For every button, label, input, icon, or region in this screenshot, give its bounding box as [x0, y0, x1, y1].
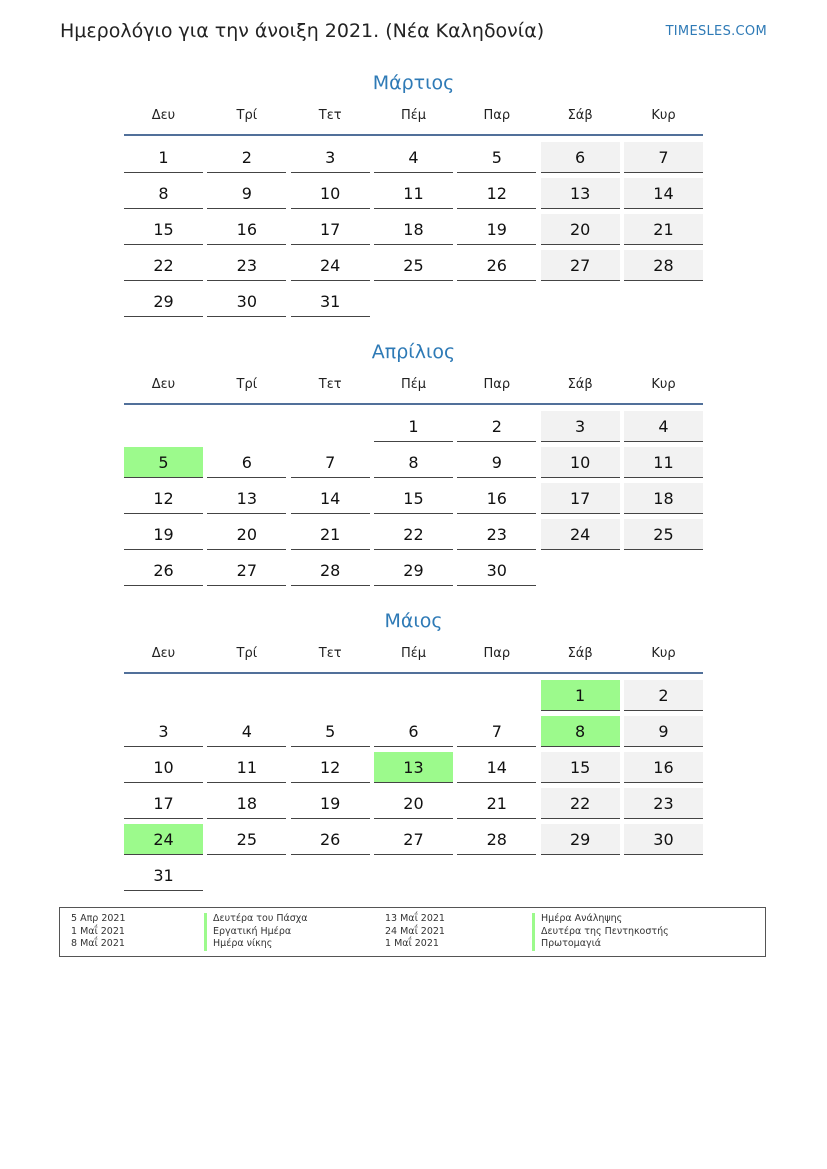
empty-day-cell	[541, 555, 620, 586]
day-cell: 3	[124, 716, 203, 747]
day-cell: 26	[124, 555, 203, 586]
holiday-day-cell: 5	[124, 447, 203, 478]
day-cell: 20	[207, 519, 286, 550]
weekend-day-cell: 17	[541, 483, 620, 514]
day-cell: 5	[291, 716, 370, 747]
legend-date: 1 Μαΐ 2021	[385, 938, 439, 949]
day-cell: 16	[457, 483, 536, 514]
empty-day-cell	[541, 860, 620, 891]
day-cell: 31	[291, 286, 370, 317]
day-cell: 26	[457, 250, 536, 281]
weekend-day-cell: 13	[541, 178, 620, 209]
weekend-day-cell: 23	[624, 788, 703, 819]
weekend-day-cell: 28	[624, 250, 703, 281]
month-calendar	[124, 339, 703, 586]
day-cell: 29	[124, 286, 203, 317]
day-cell: 2	[457, 411, 536, 442]
day-cell: 14	[457, 752, 536, 783]
empty-day-cell	[291, 411, 370, 442]
empty-day-cell	[207, 680, 286, 711]
day-grid	[124, 142, 703, 317]
day-cell: 22	[374, 519, 453, 550]
holiday-day-cell: 24	[124, 824, 203, 855]
day-cell: 15	[374, 483, 453, 514]
weekday-label: Τρί	[236, 108, 258, 123]
weekend-day-cell: 25	[624, 519, 703, 550]
day-cell: 12	[124, 483, 203, 514]
legend-holiday-name: Εργατική Ημέρα	[204, 926, 291, 939]
day-cell: 2	[207, 142, 286, 173]
empty-day-cell	[457, 860, 536, 891]
day-cell: 25	[374, 250, 453, 281]
empty-day-cell	[124, 680, 203, 711]
day-cell: 28	[457, 824, 536, 855]
day-cell: 21	[457, 788, 536, 819]
empty-day-cell	[374, 680, 453, 711]
day-cell: 7	[291, 447, 370, 478]
weekend-day-cell: 3	[541, 411, 620, 442]
day-cell: 19	[457, 214, 536, 245]
day-cell: 19	[124, 519, 203, 550]
day-cell: 27	[374, 824, 453, 855]
day-cell: 26	[291, 824, 370, 855]
day-grid	[124, 680, 703, 891]
day-cell: 30	[207, 286, 286, 317]
day-cell: 5	[457, 142, 536, 173]
header-divider	[124, 403, 703, 405]
weekday-label: Τετ	[318, 377, 342, 392]
day-cell: 23	[457, 519, 536, 550]
weekday-label: Παρ	[483, 108, 511, 123]
day-cell: 15	[124, 214, 203, 245]
empty-day-cell	[624, 555, 703, 586]
empty-day-cell	[207, 411, 286, 442]
weekday-label: Δευ	[151, 108, 176, 123]
weekday-label: Παρ	[483, 377, 511, 392]
weekday-label: Κυρ	[651, 108, 676, 123]
day-cell: 11	[374, 178, 453, 209]
weekday-label: Πέμ	[400, 108, 427, 123]
day-cell: 3	[291, 142, 370, 173]
weekday-label: Πέμ	[400, 646, 427, 661]
day-cell: 1	[124, 142, 203, 173]
weekday-header	[124, 104, 703, 128]
weekend-day-cell: 27	[541, 250, 620, 281]
weekday-label: Τετ	[318, 646, 342, 661]
empty-day-cell	[124, 411, 203, 442]
month-calendar	[124, 70, 703, 317]
day-cell: 18	[374, 214, 453, 245]
weekend-day-cell: 11	[624, 447, 703, 478]
day-cell: 11	[207, 752, 286, 783]
weekend-day-cell: 18	[624, 483, 703, 514]
weekday-label: Τρί	[236, 646, 258, 661]
weekday-label: Τρί	[236, 377, 258, 392]
weekday-label: Κυρ	[651, 646, 676, 661]
legend-entry	[60, 938, 765, 951]
day-cell: 7	[457, 716, 536, 747]
weekday-label: Σάβ	[567, 108, 593, 123]
weekend-day-cell: 30	[624, 824, 703, 855]
empty-day-cell	[291, 680, 370, 711]
page-title: Ημερολόγιο για την άνοιξη 2021. (Νέα Καληδονία)	[60, 20, 545, 42]
empty-day-cell	[457, 680, 536, 711]
day-cell: 31	[124, 860, 203, 891]
month-name: Μάιος	[384, 610, 443, 632]
weekday-label: Σάβ	[567, 377, 593, 392]
legend-date: 24 Μαΐ 2021	[385, 925, 445, 937]
day-cell: 24	[291, 250, 370, 281]
weekday-label: Δευ	[151, 377, 176, 392]
weekday-label: Δευ	[151, 646, 176, 661]
day-cell: 17	[291, 214, 370, 245]
day-cell: 12	[457, 178, 536, 209]
day-cell: 9	[457, 447, 536, 478]
header-divider	[124, 672, 703, 674]
weekend-day-cell: 29	[541, 824, 620, 855]
day-cell: 4	[374, 142, 453, 173]
day-cell: 30	[457, 555, 536, 586]
legend-holiday-name: Δευτέρα της Πεντηκοστής	[532, 926, 669, 939]
weekday-header	[124, 373, 703, 397]
month-name: Απρίλιος	[371, 341, 456, 363]
empty-day-cell	[541, 286, 620, 317]
legend-entry	[60, 926, 765, 939]
weekend-day-cell: 15	[541, 752, 620, 783]
day-cell: 13	[207, 483, 286, 514]
legend-holiday-name: Δευτέρα του Πάσχα	[204, 913, 308, 926]
day-cell: 6	[374, 716, 453, 747]
legend-date: 13 Μαΐ 2021	[385, 913, 445, 924]
day-cell: 20	[374, 788, 453, 819]
empty-day-cell	[374, 860, 453, 891]
legend-entry	[60, 913, 765, 926]
weekday-label: Παρ	[483, 646, 511, 661]
empty-day-cell	[207, 860, 286, 891]
weekend-day-cell: 24	[541, 519, 620, 550]
day-cell: 8	[124, 178, 203, 209]
legend-date: 1 Μαΐ 2021	[71, 925, 125, 937]
day-cell: 23	[207, 250, 286, 281]
weekend-day-cell: 6	[541, 142, 620, 173]
weekday-label: Τετ	[318, 108, 342, 123]
empty-day-cell	[457, 286, 536, 317]
weekend-day-cell: 20	[541, 214, 620, 245]
weekend-day-cell: 2	[624, 680, 703, 711]
day-cell: 19	[291, 788, 370, 819]
weekday-label: Σάβ	[567, 646, 593, 661]
day-cell: 18	[207, 788, 286, 819]
empty-day-cell	[291, 860, 370, 891]
day-cell: 29	[374, 555, 453, 586]
day-grid	[124, 411, 703, 586]
weekday-header	[124, 642, 703, 666]
weekend-day-cell: 14	[624, 178, 703, 209]
holiday-day-cell: 13	[374, 752, 453, 783]
holiday-day-cell: 8	[541, 716, 620, 747]
legend-holiday-name: Ημέρα νίκης	[204, 938, 272, 951]
weekend-day-cell: 9	[624, 716, 703, 747]
day-cell: 10	[124, 752, 203, 783]
weekday-label: Πέμ	[400, 377, 427, 392]
day-cell: 12	[291, 752, 370, 783]
empty-day-cell	[624, 286, 703, 317]
legend-date: 5 Απρ 2021	[71, 913, 126, 924]
day-cell: 4	[207, 716, 286, 747]
month-name: Μάρτιος	[372, 72, 455, 94]
day-cell: 14	[291, 483, 370, 514]
day-cell: 9	[207, 178, 286, 209]
empty-day-cell	[374, 286, 453, 317]
day-cell: 8	[374, 447, 453, 478]
legend-holiday-name: Ημέρα Ανάληψης	[532, 913, 622, 926]
header-divider	[124, 134, 703, 136]
weekend-day-cell: 4	[624, 411, 703, 442]
weekend-day-cell: 10	[541, 447, 620, 478]
day-cell: 16	[207, 214, 286, 245]
legend-holiday-name: Πρωτομαγιά	[532, 938, 601, 951]
empty-day-cell	[624, 860, 703, 891]
day-cell: 10	[291, 178, 370, 209]
day-cell: 6	[207, 447, 286, 478]
legend-date: 8 Μαΐ 2021	[71, 938, 125, 949]
day-cell: 27	[207, 555, 286, 586]
brand-logo-link[interactable]: TIMESLES.COM	[665, 24, 767, 39]
weekday-label: Κυρ	[651, 377, 676, 392]
day-cell: 1	[374, 411, 453, 442]
holiday-day-cell: 1	[541, 680, 620, 711]
day-cell: 22	[124, 250, 203, 281]
weekend-day-cell: 16	[624, 752, 703, 783]
weekend-day-cell: 21	[624, 214, 703, 245]
holiday-legend	[59, 907, 766, 957]
weekend-day-cell: 7	[624, 142, 703, 173]
day-cell: 25	[207, 824, 286, 855]
day-cell: 28	[291, 555, 370, 586]
month-calendar	[124, 608, 703, 891]
day-cell: 21	[291, 519, 370, 550]
day-cell: 17	[124, 788, 203, 819]
weekend-day-cell: 22	[541, 788, 620, 819]
